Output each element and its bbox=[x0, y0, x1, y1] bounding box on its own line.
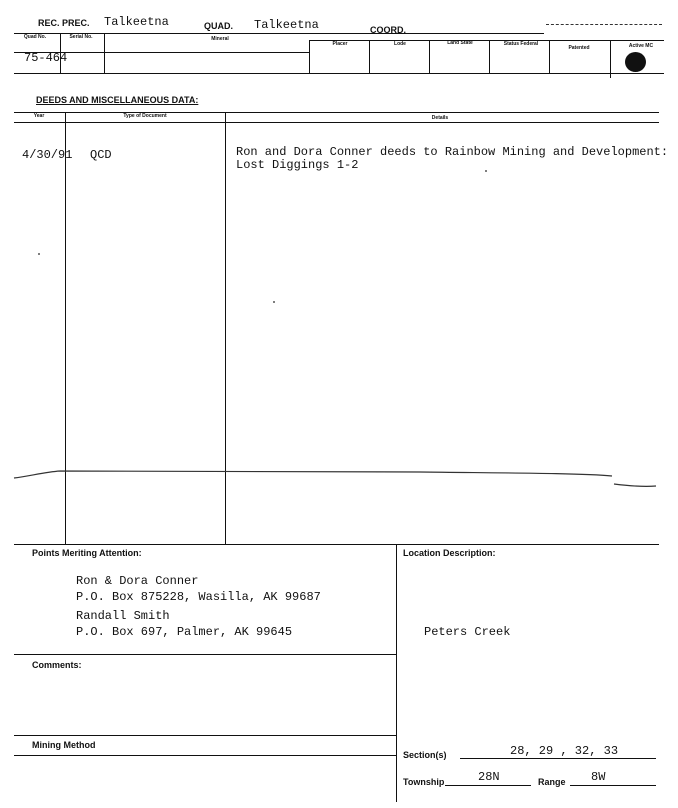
col-land-state: Land State bbox=[447, 40, 473, 46]
scan-speck bbox=[38, 253, 40, 255]
col-serial-no: Serial No. bbox=[69, 34, 93, 40]
col-divider bbox=[369, 40, 370, 73]
rec-prec-label: REC. PREC. bbox=[38, 18, 90, 28]
points-line-4: P.O. Box 697, Palmer, AK 99645 bbox=[76, 625, 293, 639]
deed-details-line2: Lost Diggings 1-2 bbox=[236, 158, 359, 172]
col-active-mc: Active MC bbox=[628, 43, 654, 49]
deed-year: 4/30/91 bbox=[22, 148, 73, 162]
col-mineral: Mineral bbox=[211, 36, 229, 42]
scan-speck bbox=[485, 170, 487, 172]
serial-value: 75-464 bbox=[24, 51, 68, 65]
col-divider bbox=[549, 40, 550, 73]
header-bottom-rule bbox=[14, 73, 664, 74]
col-type-of-document: Type of Document bbox=[123, 113, 167, 119]
township-label: Township bbox=[403, 777, 445, 787]
col-divider bbox=[429, 40, 430, 73]
col-details: Details bbox=[431, 115, 449, 121]
section-label: Section(s) bbox=[403, 750, 447, 760]
col-lode: Lode bbox=[394, 41, 406, 47]
scan-speck bbox=[273, 301, 275, 303]
col-quad-no: Quad No. bbox=[23, 34, 47, 40]
range-underline bbox=[570, 785, 656, 786]
col-status-federal: Status Federal bbox=[503, 41, 539, 47]
range-value: 8W bbox=[591, 770, 606, 784]
quad-label: QUAD. bbox=[204, 21, 233, 31]
township-underline bbox=[445, 785, 531, 786]
bottom-top-rule bbox=[14, 544, 659, 545]
section-underline bbox=[460, 758, 656, 759]
header-rule bbox=[14, 33, 544, 34]
col-divider bbox=[489, 40, 490, 73]
deed-details-line1: Ron and Dora Conner deeds to Rainbow Mining and Development: bbox=[236, 145, 669, 159]
location-label: Location Description: bbox=[403, 548, 496, 558]
mining-top-rule bbox=[14, 735, 396, 736]
deeds-header-bottom bbox=[14, 122, 659, 123]
deeds-section-title: DEEDS AND MISCELLANEOUS DATA: bbox=[36, 95, 199, 105]
bottom-center-divider bbox=[396, 544, 397, 802]
col-divider bbox=[104, 33, 105, 73]
mining-bottom-rule bbox=[14, 755, 396, 756]
coord-label: COORD. bbox=[370, 25, 406, 35]
header-dashed-rule bbox=[546, 24, 662, 25]
rec-prec-value: Talkeetna bbox=[104, 15, 169, 29]
comments-label: Comments: bbox=[32, 660, 82, 670]
deed-type: QCD bbox=[90, 148, 112, 162]
points-line-3: Randall Smith bbox=[76, 609, 170, 623]
township-value: 28N bbox=[478, 770, 500, 784]
col-placer: Placer bbox=[332, 41, 348, 47]
col-patented: Patented bbox=[568, 45, 590, 51]
comments-top-rule bbox=[14, 654, 396, 655]
quad-value: Talkeetna bbox=[254, 18, 319, 32]
points-line-1: Ron & Dora Conner bbox=[76, 574, 199, 588]
section-value: 28, 29 , 32, 33 bbox=[510, 744, 619, 758]
location-value: Peters Creek bbox=[424, 625, 511, 639]
points-label: Points Meriting Attention: bbox=[32, 548, 142, 558]
range-label: Range bbox=[538, 777, 566, 787]
col-divider bbox=[309, 40, 310, 73]
col-year: Year bbox=[33, 113, 45, 119]
scan-edge-line bbox=[0, 460, 678, 500]
mining-method-label: Mining Method bbox=[32, 740, 96, 750]
points-line-2: P.O. Box 875228, Wasilla, AK 99687 bbox=[76, 590, 321, 604]
header-rule-right bbox=[309, 40, 664, 41]
active-mc-mark bbox=[625, 52, 646, 72]
deeds-header-top bbox=[14, 112, 659, 113]
